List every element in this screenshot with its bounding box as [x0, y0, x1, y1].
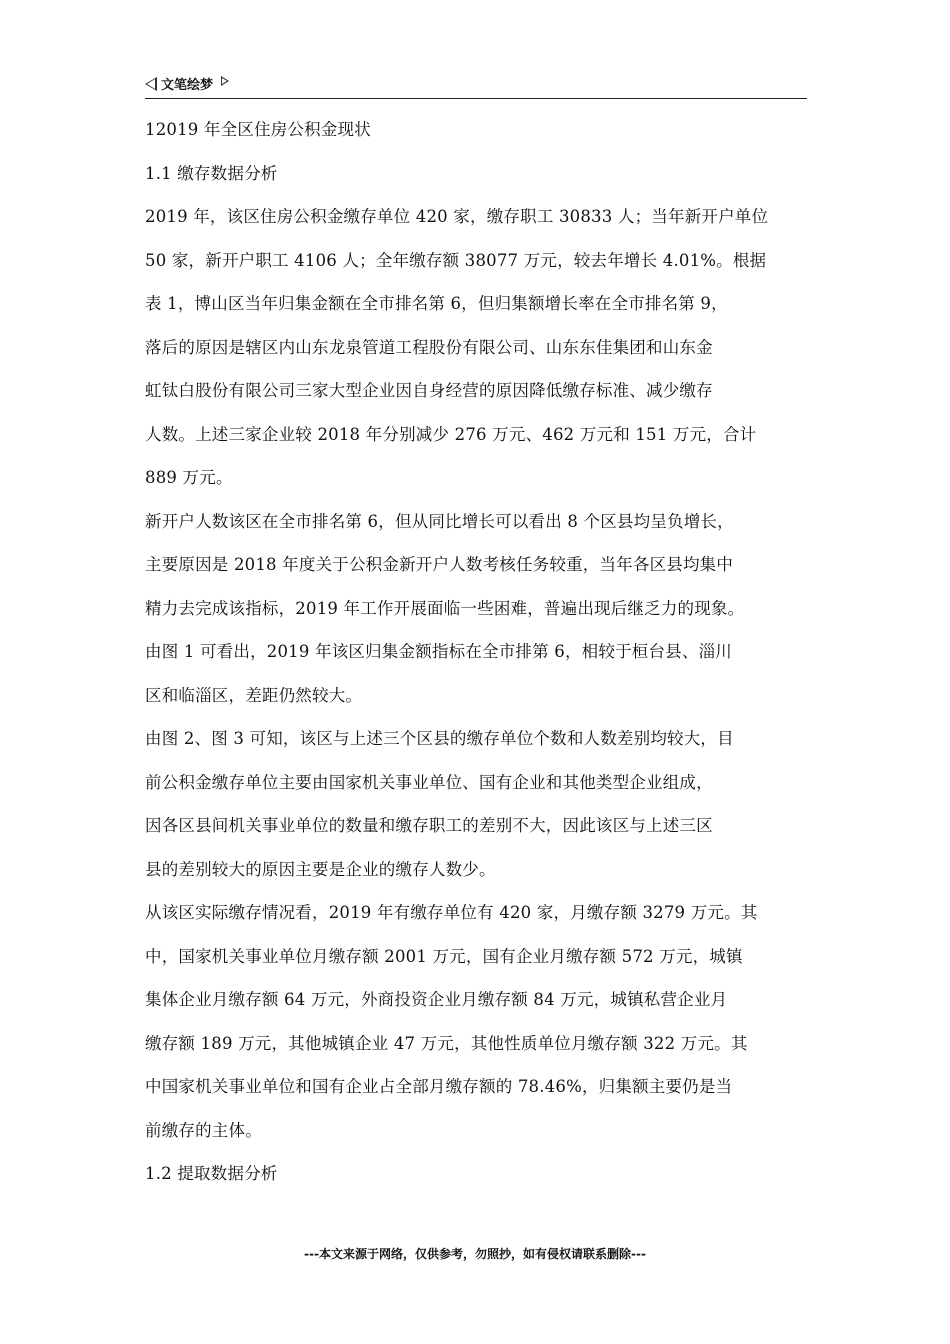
- text-line: 50 家，新开户职工 4106 人；全年缴存额 38077 万元，较去年增长 4.01%。根据: [145, 250, 767, 270]
- brand-name: 文笔绘梦: [161, 78, 214, 93]
- text-line: 表 1，博山区当年归集金额在全市排名第 6，但归集额增长率在全市排名第 9，: [145, 294, 728, 313]
- text-line: 889 万元。: [145, 468, 233, 487]
- triangle-right-icon: [221, 76, 229, 86]
- text-line: 前缴存的主体。: [145, 1120, 262, 1140]
- text-line: 中，国家机关事业单位月缴存额 2001 万元，国有企业月缴存额 572 万元，城镇: [145, 946, 743, 966]
- section-heading: 12019 年全区住房公积金现状: [145, 120, 371, 139]
- text-line: 缴存额 189 万元，其他城镇企业 47 万元，其他性质单位月缴存额 322 万元。其: [145, 1033, 748, 1053]
- text-line: 由图 2、图 3 可知，该区与上述三个区县的缴存单位个数和人数差别均较大，目: [145, 729, 734, 748]
- page-header: [145, 74, 807, 99]
- text-line: 县的差别较大的原因主要是企业的缴存人数少。: [145, 859, 496, 879]
- text-line: 从该区实际缴存情况看，2019 年有缴存单位有 420 家，月缴存额 3279 万元。其: [145, 903, 758, 922]
- text-line: 2019 年，该区住房公积金缴存单位 420 家，缴存职工 30833 人；当年新开户单位: [145, 207, 769, 226]
- subsection-heading: 1.2 提取数据分析: [145, 1164, 278, 1183]
- subsection-heading: 1.1 缴存数据分析: [145, 163, 278, 183]
- text-line: 落后的原因是辖区内山东龙泉管道工程股份有限公司、山东东佳集团和山东金: [145, 337, 713, 357]
- document-body: [145, 108, 810, 1196]
- text-line: 精力去完成该指标，2019 年工作开展面临一些困难，普遍出现后继乏力的现象。: [145, 598, 745, 618]
- brand-logo: [145, 74, 229, 93]
- text-line: 主要原因是 2018 年度关于公积金新开户人数考核任务较重，当年各区县均集中: [145, 555, 734, 574]
- text-line: 新开户人数该区在全市排名第 6，但从同比增长可以看出 8 个区县均呈负增长，: [145, 511, 734, 531]
- text-line: 由图 1 可看出，2019 年该区归集金额指标在全市排第 6，相较于桓台县、淄川: [145, 642, 732, 661]
- text-line: 前公积金缴存单位主要由国家机关事业单位、国有企业和其他类型企业组成，: [145, 772, 713, 792]
- text-line: 人数。上述三家企业较 2018 年分别减少 276 万元、462 万元和 151 万元，合计: [145, 424, 757, 444]
- text-line: 因各区县间机关事业单位的数量和缴存职工的差别不大，因此该区与上述三区: [145, 816, 713, 835]
- triangle-left-icon: [145, 77, 157, 91]
- text-line: 集体企业月缴存额 64 万元，外商投资企业月缴存额 84 万元，城镇私营企业月: [145, 990, 728, 1009]
- text-line: 虹钛白股份有限公司三家大型企业因自身经营的原因降低缴存标准、减少缴存: [145, 381, 713, 400]
- page-footer-disclaimer: ---本文来源于网络，仅供参考，勿照抄，如有侵权请联系删除---: [304, 1247, 646, 1261]
- text-line: 中国家机关事业单位和国有企业占全部月缴存额的 78.46%，归集额主要仍是当: [145, 1077, 733, 1096]
- text-line: 区和临淄区，差距仍然较大。: [145, 685, 363, 705]
